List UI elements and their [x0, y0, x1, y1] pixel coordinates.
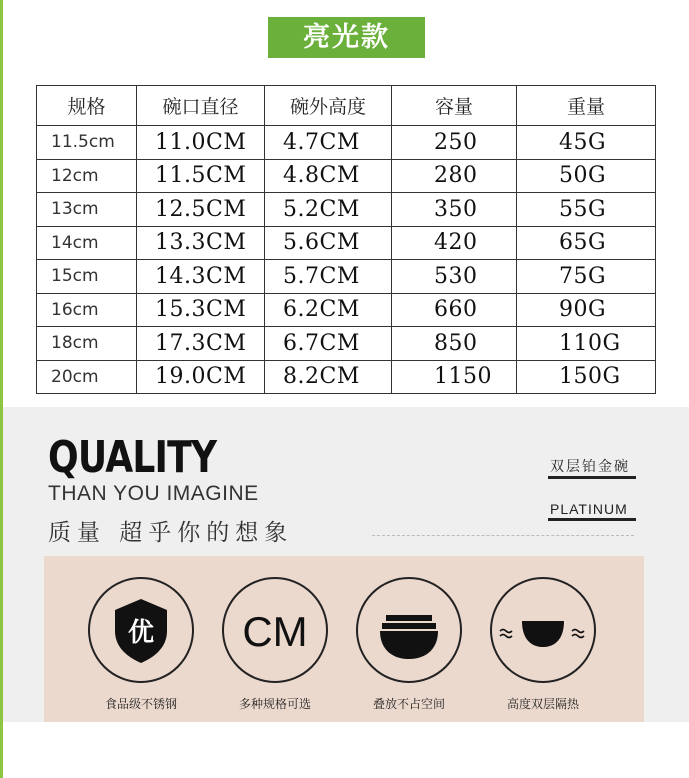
col-header-weight: 重量 [517, 86, 656, 126]
cell-weight: 45G [517, 126, 656, 160]
table-row [37, 293, 656, 327]
feature-label: 叠放不占空间 [372, 697, 445, 711]
feature-label: 高度双层隔热 [506, 697, 579, 711]
divider [548, 518, 636, 521]
dotted-divider [372, 535, 634, 536]
cell-size: 20cm [37, 360, 137, 394]
cell-size: 18cm [37, 327, 137, 361]
table-row [37, 327, 656, 361]
cell-diameter: 11.5CM [137, 159, 265, 193]
cell-capacity: 350 [392, 193, 517, 227]
feature-stackable [354, 577, 464, 712]
shield-icon [88, 577, 194, 683]
spec-table [36, 85, 656, 394]
cell-height: 8.2CM [265, 360, 392, 394]
col-header-height: 碗外高度 [265, 86, 392, 126]
cell-weight: 55G [517, 193, 656, 227]
table-row [37, 260, 656, 294]
cell-size: 15cm [37, 260, 137, 294]
table-row [37, 360, 656, 394]
cm-icon [222, 577, 328, 683]
cell-capacity: 530 [392, 260, 517, 294]
table-row [37, 193, 656, 227]
table-row [37, 226, 656, 260]
cell-diameter: 17.3CM [137, 327, 265, 361]
product-name-label: 双层铂金碗 [550, 459, 630, 475]
cell-diameter: 14.3CM [137, 260, 265, 294]
cell-height: 6.2CM [265, 293, 392, 327]
cell-diameter: 12.5CM [137, 193, 265, 227]
cell-size: 11.5cm [37, 126, 137, 160]
cell-capacity: 660 [392, 293, 517, 327]
platinum-label: PLATINUM [550, 501, 628, 517]
cell-weight: 50G [517, 159, 656, 193]
cell-diameter: 11.0CM [137, 126, 265, 160]
cell-height: 4.8CM [265, 159, 392, 193]
table-row [37, 159, 656, 193]
cell-diameter: 19.0CM [137, 360, 265, 394]
feature-sizes [220, 577, 330, 712]
cell-weight: 90G [517, 293, 656, 327]
divider [548, 476, 636, 479]
cell-size: 16cm [37, 293, 137, 327]
shield-icon-text: 优 [127, 618, 155, 648]
cell-capacity: 1150 [392, 360, 517, 394]
insulated-bowl-icon [490, 577, 596, 683]
feature-food-grade [86, 577, 196, 712]
cm-icon-text: CM [242, 608, 308, 655]
col-header-size: 规格 [37, 86, 137, 126]
cell-height: 4.7CM [265, 126, 392, 160]
cell-size: 13cm [37, 193, 137, 227]
cell-weight: 65G [517, 226, 656, 260]
cell-diameter: 15.3CM [137, 293, 265, 327]
feature-label: 多种规格可选 [238, 697, 311, 711]
cell-capacity: 280 [392, 159, 517, 193]
cell-height: 5.2CM [265, 193, 392, 227]
cell-weight: 150G [517, 360, 656, 394]
feature-insulated [488, 577, 598, 712]
col-header-capacity: 容量 [392, 86, 517, 126]
table-row [37, 126, 656, 160]
cell-height: 5.6CM [265, 226, 392, 260]
cell-height: 5.7CM [265, 260, 392, 294]
cell-height: 6.7CM [265, 327, 392, 361]
col-header-diameter: 碗口直径 [137, 86, 265, 126]
feature-label: 食品级不锈钢 [104, 697, 177, 711]
cell-size: 12cm [37, 159, 137, 193]
cell-weight: 110G [517, 327, 656, 361]
cell-capacity: 420 [392, 226, 517, 260]
cell-weight: 75G [517, 260, 656, 294]
stacked-bowl-icon [356, 577, 462, 683]
page-title: 亮光款 [268, 17, 425, 58]
quality-subheading: THAN YOU IMAGINE [48, 482, 259, 505]
table-header-row [37, 86, 656, 126]
cell-size: 14cm [37, 226, 137, 260]
quality-slogan: 质量 超乎你的想象 [48, 520, 294, 546]
cell-diameter: 13.3CM [137, 226, 265, 260]
cell-capacity: 850 [392, 327, 517, 361]
cell-capacity: 250 [392, 126, 517, 160]
quality-heading: QUALITY [48, 432, 217, 483]
